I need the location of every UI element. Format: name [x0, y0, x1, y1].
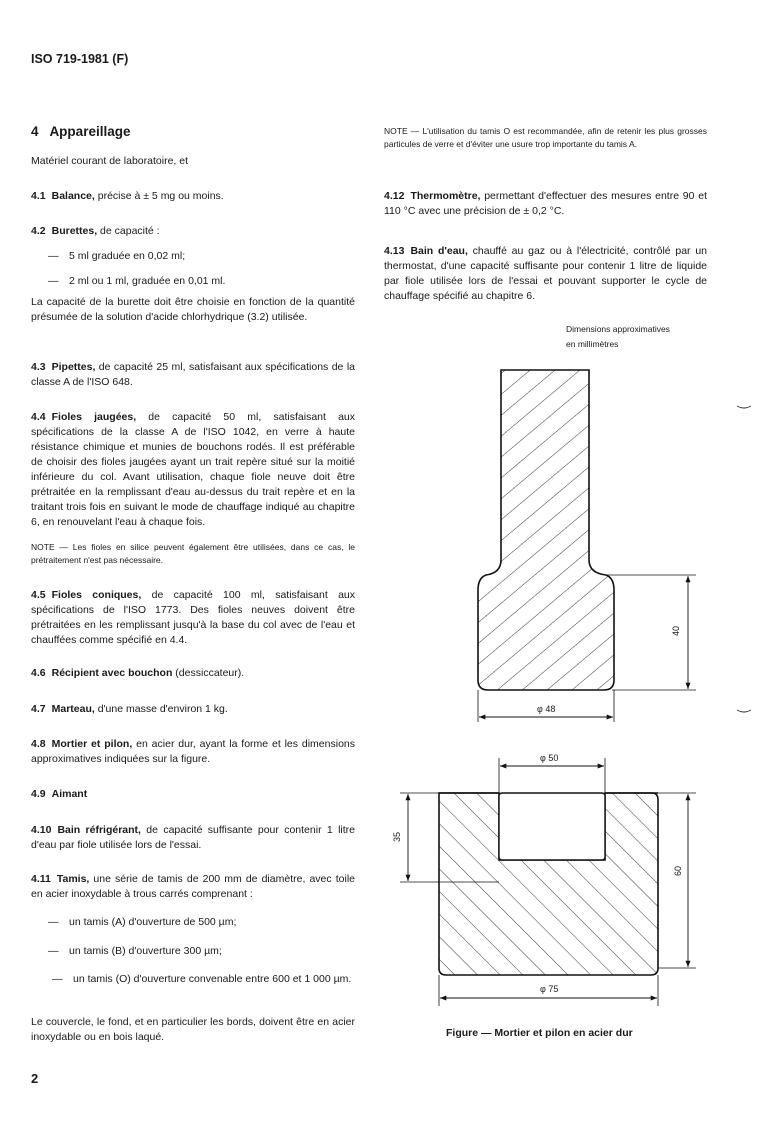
- figure-caption: Figure — Mortier et pilon en acier dur: [446, 1027, 633, 1039]
- item-number: 4.9: [31, 788, 46, 800]
- document-id: ISO 719-1981 (F): [31, 52, 129, 66]
- item-text: chauffé au gaz ou à l'électricité, contrôlé par un thermostat, d'une capacité suffisante pour contenir 1 litre de liquide par fiole utilisée lors de l'essai et pouvant supporter le cycle de chauffage spécifié au chapitre 6.: [384, 245, 708, 302]
- item-number: 4.1: [31, 190, 46, 202]
- item-term: Récipient avec bouchon: [51, 667, 173, 679]
- item-number: 4.3: [31, 361, 46, 373]
- burette-paragraph: La capacité de la burette doit être choisie en fonction de la quantité présumée de la solution d'acide chlorhydrique (3.2) utilisée.: [31, 296, 355, 323]
- section-title: Appareillage: [49, 124, 131, 139]
- item-term: Fioles jaugées,: [51, 411, 137, 423]
- item-term: Bain réfrigérant,: [57, 824, 141, 836]
- item-number: 4.4: [31, 411, 46, 423]
- note-4-11: NOTE — L'utilisation du tamis O est recommandée, afin de retenir les plus grosses particules de verre et d'éviter une usure trop importante du tamis A.: [384, 126, 707, 149]
- dim-phi50-label: φ 50: [540, 753, 559, 763]
- item-number: 4.8: [31, 738, 46, 750]
- list-item: — un tamis (O) d'ouverture convenable entre 600 et 1 000 µm.: [52, 973, 352, 985]
- item-number: 4.7: [31, 703, 46, 715]
- list-item-text: 5 ml graduée en 0,02 ml;: [69, 250, 186, 262]
- section-intro: Matériel courant de laboratoire, et: [31, 155, 189, 167]
- pestle-shape: [478, 370, 614, 690]
- list-item-text: un tamis (O) d'ouverture convenable entre 600 et 1 000 µm.: [73, 973, 352, 985]
- item-term: Burettes,: [51, 225, 98, 237]
- item-number: 4.11: [31, 873, 51, 885]
- item-term: Bain d'eau,: [410, 245, 468, 257]
- list-item-text: un tamis (A) d'ouverture de 500 µm;: [69, 916, 237, 928]
- item-number: 4.13: [384, 245, 405, 257]
- item-term: Fioles coniques,: [51, 589, 142, 601]
- margin-mark: [737, 710, 751, 712]
- item-text: d'une masse d'environ 1 kg.: [94, 703, 228, 715]
- dimensions-note-line2: en millimètres: [566, 339, 619, 349]
- item-number: 4.10: [31, 824, 52, 836]
- item-text: de capacité suffisante pour contenir 1 litre d'eau par fiole utilisée lors de l'essai.: [31, 824, 355, 851]
- item-term: Aimant: [51, 788, 88, 800]
- list-item: — un tamis (B) d'ouverture 300 µm;: [48, 945, 222, 957]
- item-text: (dessiccateur).: [172, 667, 245, 679]
- item-term: Marteau,: [51, 703, 95, 715]
- dim-phi75-label: φ 75: [540, 984, 559, 994]
- dim-60-label: 60: [673, 865, 684, 877]
- item-text: permettant d'effectuer des mesures entre 90 et 110 °C avec une précision de ± 0,2 °C.: [384, 190, 707, 217]
- margin-mark: [737, 406, 751, 408]
- item-term: Thermomètre,: [410, 190, 481, 202]
- item-text: en acier dur, ayant la forme et les dimensions approximatives indiquées sur la figure.: [31, 738, 355, 765]
- dim-35-label: 35: [392, 831, 403, 843]
- list-item-text: 2 ml ou 1 ml, graduée en 0,01 ml.: [69, 275, 226, 287]
- item-term: Mortier et pilon,: [51, 738, 133, 750]
- item-term: Pipettes,: [51, 361, 96, 373]
- item-text: une série de tamis de 200 mm de diamètre, avec toile en acier inoxydable à trous carrés comprenant :: [31, 873, 355, 900]
- item-text: de capacité 100 ml, satisfaisant aux spécifications de l'ISO 1773. Des fioles neuves doivent être prétraitées en les remplissant jusqu'à la base du col avec de l'eau et chauffées comme spécifié en 4.4.: [31, 589, 355, 646]
- item-number: 4.6: [31, 667, 46, 679]
- item-term: Balance,: [51, 190, 95, 202]
- dimensions-note-line1: Dimensions approximatives: [566, 324, 670, 334]
- sieve-paragraph: Le couvercle, le fond, et en particulier les bords, doivent être en acier inoxydable ou en bois laqué.: [31, 1016, 355, 1043]
- list-item: — un tamis (A) d'ouverture de 500 µm;: [48, 916, 237, 928]
- mortar-cavity: [499, 793, 605, 860]
- list-item-text: un tamis (B) d'ouverture 300 µm;: [69, 945, 222, 957]
- dim-40-label: 40: [671, 625, 682, 637]
- item-text: de capacité 50 ml, satisfaisant aux spécifications de la classe A de l'ISO 1042, en verre à haute résistance chimique et munies de bouchons rodés. Il est préférable de choisir des fioles jaugées ayant un trait repère situé sur la moitié inférieure du col. Avant utilisation, chaque fiole neuve doit être prétraitée en la remplissant d'eau au-dessus du trait repère et en la traitant trois fois en suivant le mode de chauffage indiqué au chapitre 6, en renouvelant l'eau à chaque fois.: [31, 411, 356, 528]
- item-number: 4.12: [384, 190, 405, 202]
- item-text: de capacité :: [97, 225, 160, 237]
- item-number: 4.2: [31, 225, 46, 237]
- item-number: 4.5: [31, 589, 46, 601]
- dim-phi48-label: φ 48: [537, 704, 556, 714]
- list-item: — 2 ml ou 1 ml, graduée en 0,01 ml.: [48, 275, 226, 287]
- item-text: précise à ± 5 mg ou moins.: [94, 190, 224, 202]
- note-4-4: NOTE — Les fioles en silice peuvent également être utilisées, dans ce cas, le prétraitement n'est pas nécessaire.: [31, 542, 355, 565]
- item-term: Tamis,: [56, 873, 90, 885]
- page-number: 2: [31, 1071, 39, 1086]
- list-item: — 5 ml graduée en 0,02 ml;: [48, 250, 186, 262]
- section-number: 4: [31, 124, 39, 139]
- item-text: de capacité 25 ml, satisfaisant aux spécifications de la classe A de l'ISO 648.: [31, 361, 355, 388]
